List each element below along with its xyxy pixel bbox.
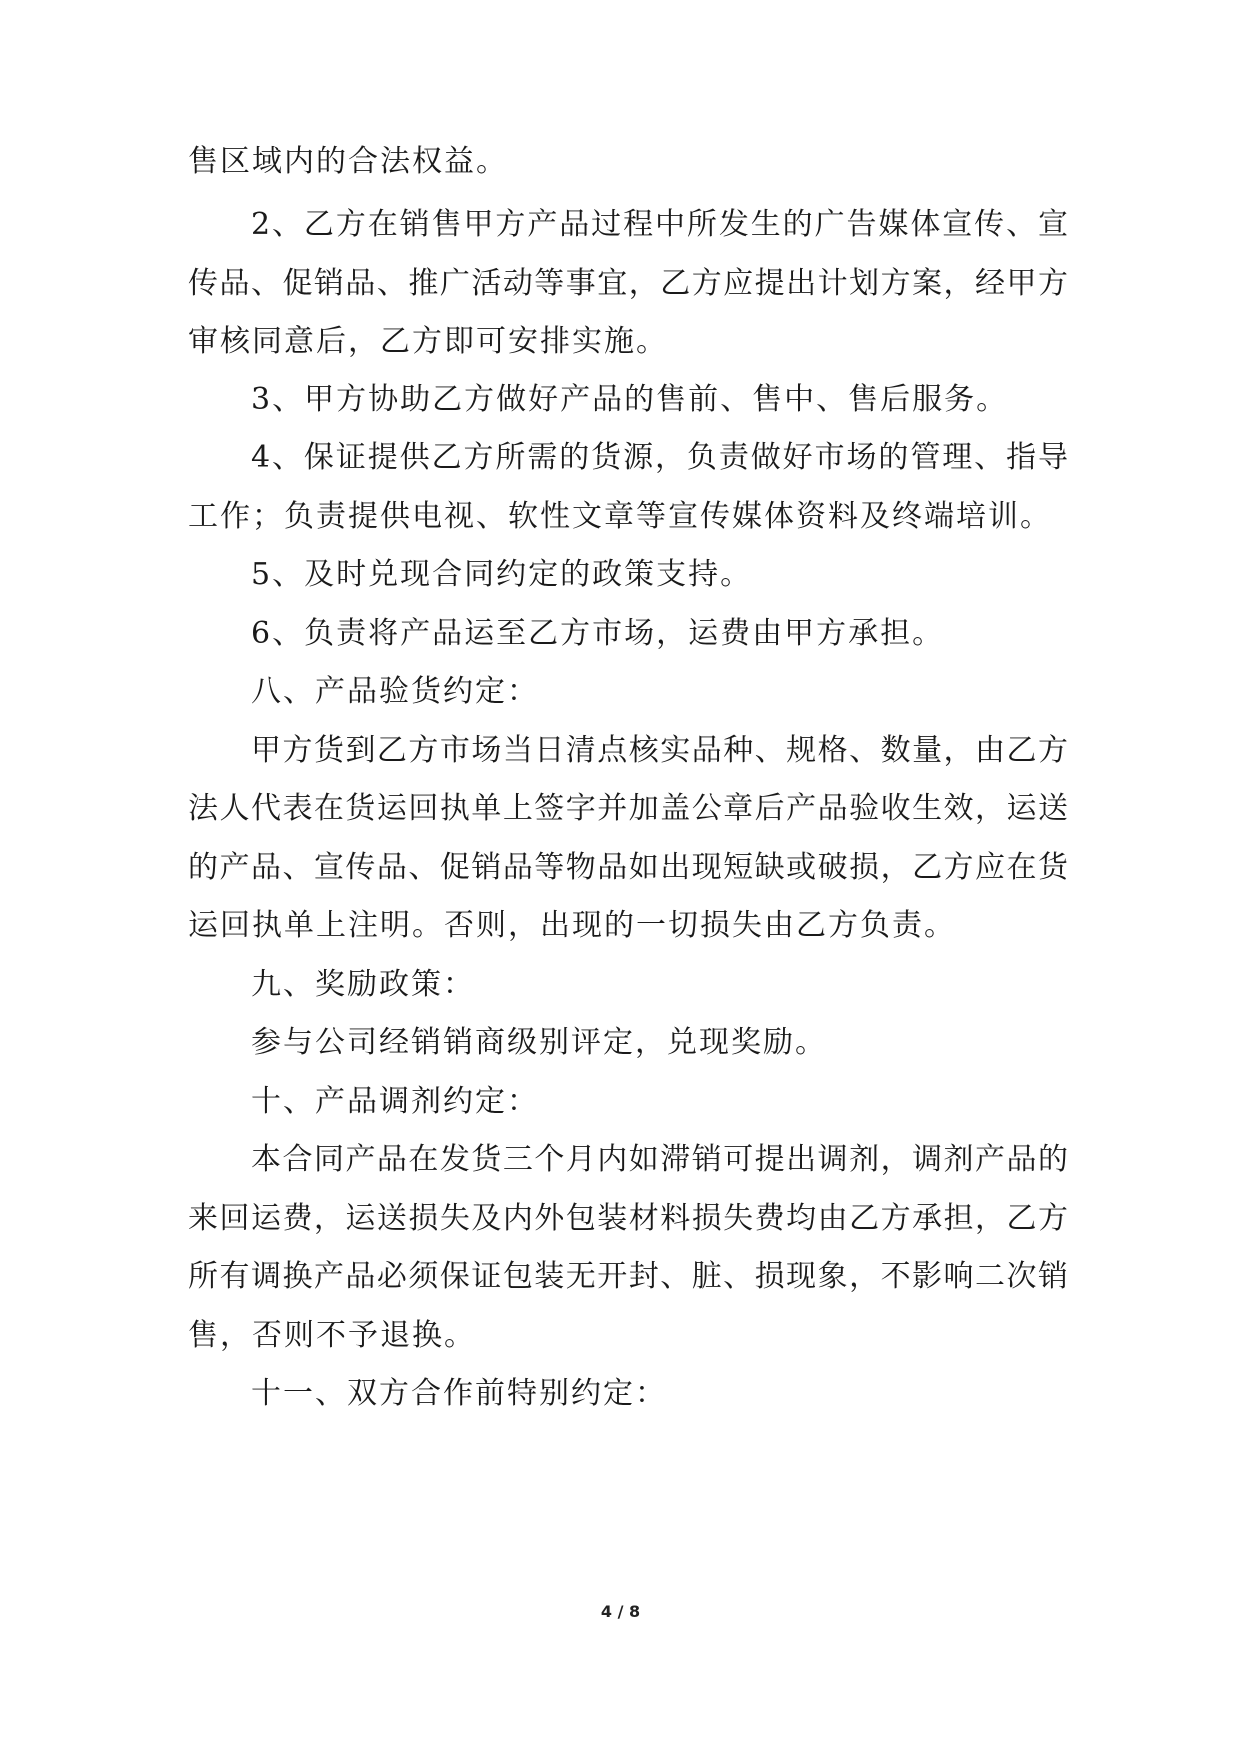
paragraph-line: 工作；负责提供电视、软性文章等宣传媒体资料及终端培训。 bbox=[188, 499, 1052, 534]
section-heading: 十一、双方合作前特别约定： bbox=[251, 1376, 667, 1411]
paragraph-line: 本合同产品在发货三个月内如滞销可提出调剂，调剂产品的 bbox=[251, 1142, 1068, 1177]
paragraph-line: 传品、促销品、推广活动等事宜，乙方应提出计划方案，经甲方 bbox=[188, 266, 1068, 301]
paragraph-line: 参与公司经销销商级别评定，兑现奖励。 bbox=[251, 1025, 827, 1060]
paragraph-line: 6、负责将产品运至乙方市场，运费由甲方承担。 bbox=[251, 616, 945, 651]
section-heading: 九、奖励政策： bbox=[251, 967, 475, 1002]
paragraph-line: 的产品、宣传品、促销品等物品如出现短缺或破损，乙方应在货 bbox=[188, 850, 1068, 885]
paragraph-line: 售，否则不予退换。 bbox=[188, 1318, 476, 1353]
paragraph-line: 法人代表在货运回执单上签字并加盖公章后产品验收生效，运送 bbox=[188, 791, 1068, 826]
page-number: 4 / 8 bbox=[600, 1602, 641, 1621]
paragraph-line: 3、甲方协助乙方做好产品的售前、售中、售后服务。 bbox=[251, 382, 1009, 417]
section-heading: 十、产品调剂约定： bbox=[251, 1084, 539, 1119]
paragraph-line: 甲方货到乙方市场当日清点核实品种、规格、数量，由乙方 bbox=[251, 733, 1068, 768]
paragraph-line: 运回执单上注明。否则，出现的一切损失由乙方负责。 bbox=[188, 908, 956, 943]
paragraph-line: 审核同意后，乙方即可安排实施。 bbox=[188, 324, 668, 359]
section-heading: 八、产品验货约定： bbox=[251, 674, 539, 709]
paragraph-line: 来回运费，运送损失及内外包装材料损失费均由乙方承担，乙方 bbox=[188, 1201, 1068, 1236]
paragraph-line: 所有调换产品必须保证包装无开封、脏、损现象，不影响二次销 bbox=[188, 1259, 1068, 1294]
paragraph-line: 5、及时兑现合同约定的政策支持。 bbox=[251, 557, 753, 592]
paragraph-line: 4、保证提供乙方所需的货源，负责做好市场的管理、指导 bbox=[251, 440, 1068, 475]
paragraph-line: 2、乙方在销售甲方产品过程中所发生的广告媒体宣传、宣 bbox=[251, 207, 1068, 242]
paragraph-line: 售区域内的合法权益。 bbox=[188, 144, 508, 179]
